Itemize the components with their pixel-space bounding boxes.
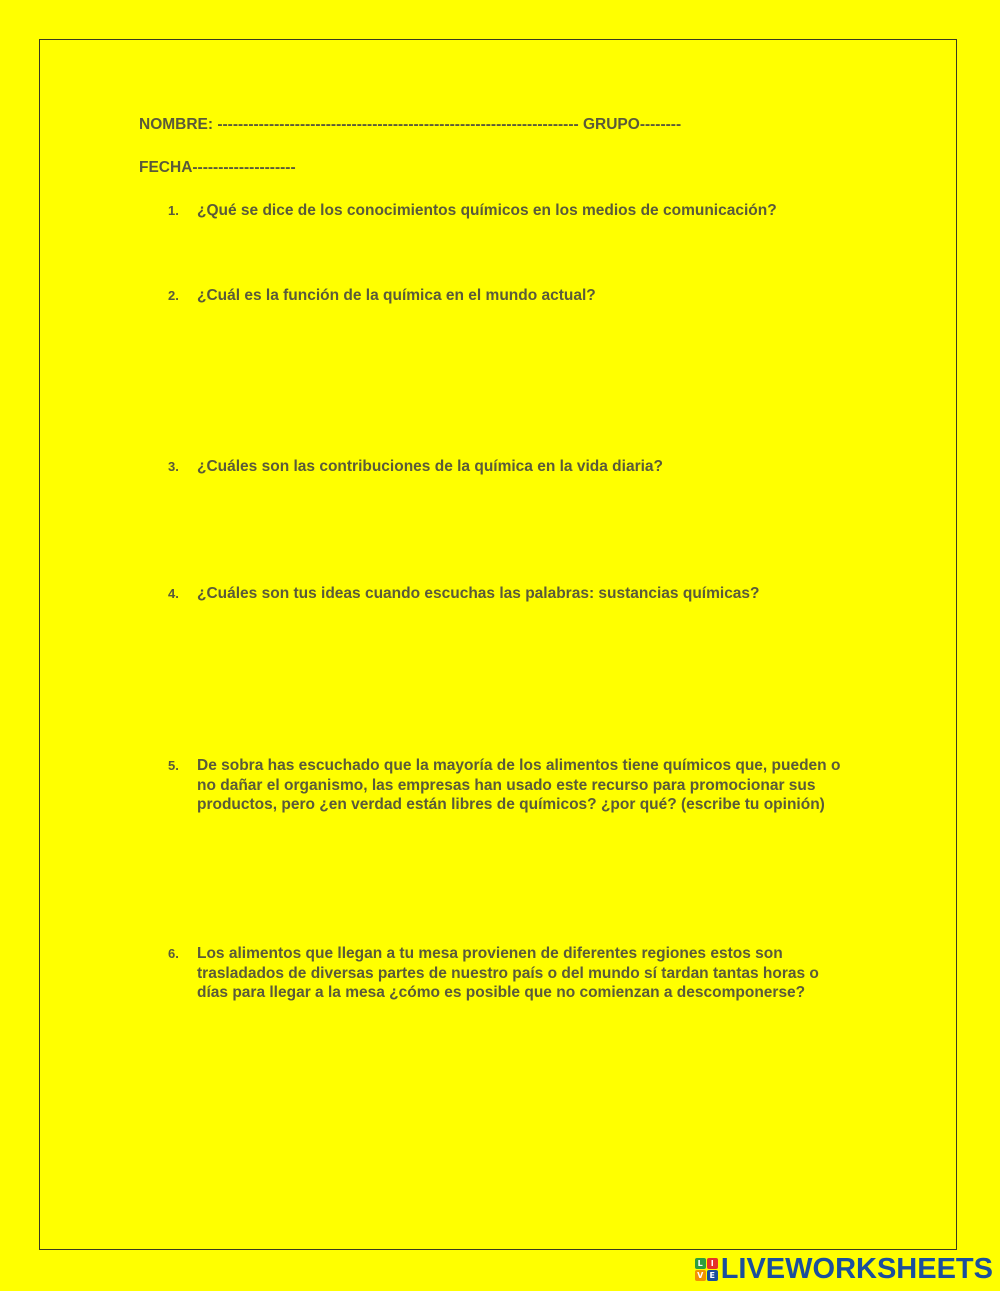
question-4 [168, 584, 858, 604]
question-number: 4. [168, 586, 179, 601]
liveworksheets-logo[interactable] [695, 1253, 993, 1286]
question-number: 3. [168, 459, 179, 474]
logo-letter: L [695, 1258, 706, 1269]
worksheet-frame [39, 39, 957, 1250]
question-number: 2. [168, 288, 179, 303]
question-5 [168, 756, 858, 815]
question-2 [168, 286, 858, 306]
question-text: Los alimentos que llegan a tu mesa provienen de diferentes regiones estos son trasladados de diversas partes de nuestro país o del mundo sí tardan tantas horas o días para llegar a la mesa ¿cómo es posible que no comienzan a descomponerse? [197, 945, 819, 1002]
question-3 [168, 457, 858, 477]
question-text: ¿Cuál es la función de la química en el mundo actual? [197, 287, 596, 304]
question-text: ¿Cuáles son tus ideas cuando escuchas las palabras: sustancias químicas? [197, 585, 760, 602]
logo-letter: I [707, 1258, 718, 1269]
question-6 [168, 944, 858, 1003]
logo-text: LIVEWORKSHEETS [720, 1253, 993, 1285]
question-text: ¿Qué se dice de los conocimientos químicos en los medios de comunicación? [197, 202, 777, 219]
question-text: De sobra has escuchado que la mayoría de los alimentos tiene químicos que, pueden o no dañar el organismo, las empresas han usado este recurso para promocionar sus productos, pero ¿en verdad están libres de químicos? ¿por qué? (escribe tu opinión) [197, 757, 841, 814]
question-number: 1. [168, 203, 179, 218]
question-1 [168, 201, 858, 221]
logo-letter: V [695, 1270, 706, 1281]
question-number: 6. [168, 946, 179, 961]
logo-mark-icon [695, 1258, 718, 1281]
name-group-line: NOMBRE: ---------------------------------------------------------------------- GRUPO-------- [139, 116, 682, 133]
question-number: 5. [168, 758, 179, 773]
question-text: ¿Cuáles son las contribuciones de la química en la vida diaria? [197, 458, 663, 475]
date-line: FECHA-------------------- [139, 159, 296, 176]
logo-letter: E [707, 1270, 718, 1281]
